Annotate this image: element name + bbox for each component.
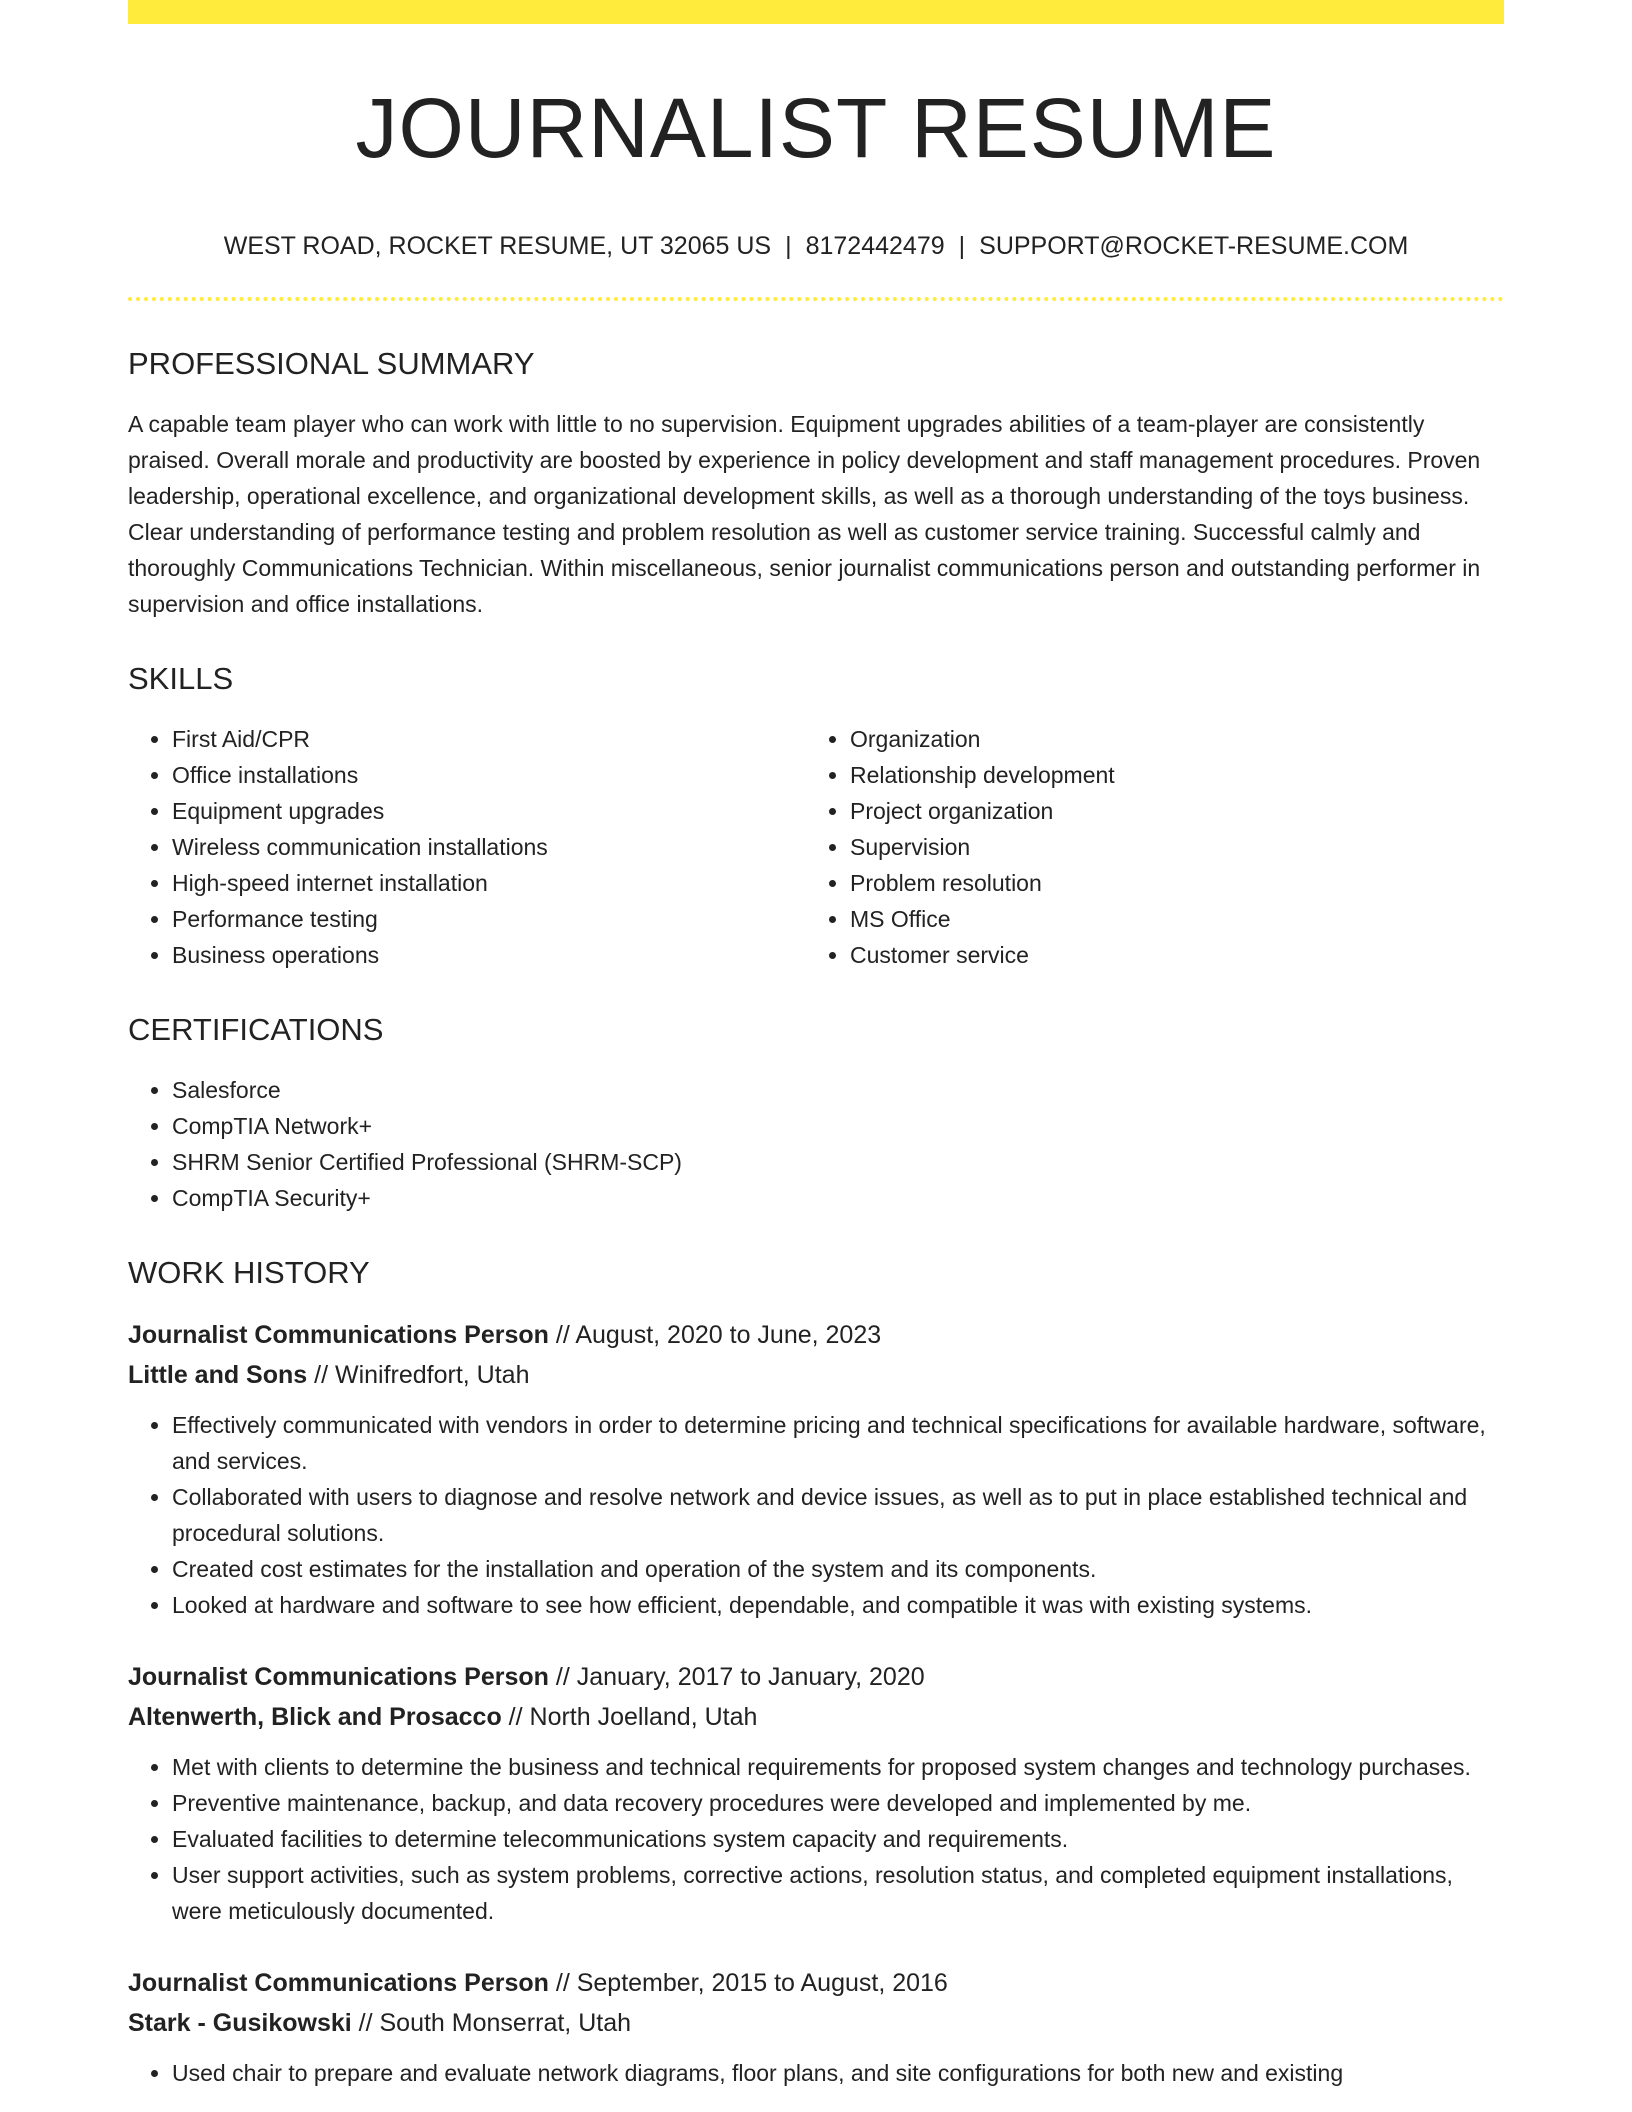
- job-dates: // January, 2017 to January, 2020: [555, 1663, 925, 1692]
- job-duties-list: [128, 1407, 1504, 1623]
- skill-item: • Organization: [850, 721, 1484, 757]
- skill-item: • Business operations: [172, 937, 806, 973]
- job-role-line: [128, 1315, 1504, 1355]
- summary-text: A capable team player who can work with little to no supervision. Equipment upgrades abilities of a team-player are consistently praised. Overall morale and productivity are boosted by experience in policy development and staff management procedures. Proven leadership, operational excellence, and organizational development skills, as well as a thorough understanding of the toys business. Clear understanding of performance testing and problem resolution as well as customer service training. Successful calmly and thoroughly Communications Technician. Within miscellaneous, senior journalist communications person and outstanding performer in supervision and office installations.: [128, 410, 1481, 617]
- skill-item: • MS Office: [850, 901, 1484, 937]
- certification-item: • Salesforce: [172, 1072, 1504, 1108]
- contact-separator: |: [785, 231, 792, 260]
- job-entry: [128, 1963, 1504, 2091]
- job-role: Journalist Communications Person: [128, 1663, 549, 1692]
- skill-item: • Equipment upgrades: [172, 793, 806, 829]
- job-duties-list: [128, 2055, 1504, 2091]
- job-duty-item: • Preventive maintenance, backup, and data recovery procedures were developed and implemented by me.: [172, 1785, 1504, 1821]
- work-history-list: [128, 1315, 1504, 2091]
- contact-separator: |: [958, 231, 966, 260]
- top-accent-bar: [128, 0, 1504, 24]
- header-divider: [128, 297, 1504, 301]
- job-company-line: [128, 2003, 1504, 2043]
- job-duty-item: • Created cost estimates for the installation and operation of the system and its components.: [172, 1551, 1504, 1587]
- contact-address: WEST ROAD, ROCKET RESUME, UT 32065 US: [223, 231, 772, 260]
- job-duty-item: • Evaluated facilities to determine telecommunications system capacity and requirements.: [172, 1821, 1504, 1857]
- resume-page: [128, 0, 1504, 2091]
- summary-heading: PROFESSIONAL SUMMARY: [128, 345, 535, 381]
- skills-list: [128, 721, 1504, 973]
- skills-column-right: [806, 721, 1484, 973]
- job-entry: [128, 1657, 1504, 1929]
- certification-item: • CompTIA Security+: [172, 1180, 1504, 1216]
- job-duty-item: • User support activities, such as system problems, corrective actions, resolution status, and completed equipment installations, were meticulously documented.: [172, 1857, 1504, 1929]
- skill-item: • Performance testing: [172, 901, 806, 937]
- skill-item: • Relationship development: [850, 757, 1484, 793]
- job-location: // South Monserrat, Utah: [358, 2009, 632, 2038]
- job-role: Journalist Communications Person: [128, 1321, 549, 1350]
- job-duty-item: • Looked at hardware and software to see how efficient, dependable, and compatible it was with existing systems.: [172, 1587, 1504, 1623]
- skill-item: • Customer service: [850, 937, 1484, 973]
- job-company-line: [128, 1697, 1504, 1737]
- job-dates: // August, 2020 to June, 2023: [555, 1321, 882, 1350]
- job-company: Altenwerth, Blick and Prosacco: [128, 1703, 502, 1732]
- job-company: Little and Sons: [128, 1361, 308, 1390]
- skill-item: • Problem resolution: [850, 865, 1484, 901]
- job-dates: // September, 2015 to August, 2016: [555, 1969, 948, 1998]
- skill-item: • Office installations: [172, 757, 806, 793]
- job-role-line: [128, 1657, 1504, 1697]
- certification-item: • SHRM Senior Certified Professional (SHRM-SCP): [172, 1144, 1504, 1180]
- job-duties-list: [128, 1749, 1504, 1929]
- skill-item: • First Aid/CPR: [172, 721, 806, 757]
- job-duty-item: • Effectively communicated with vendors in order to determine pricing and technical specifications for available hardware, software, and services.: [172, 1407, 1504, 1479]
- job-location: // Winifredfort, Utah: [314, 1361, 530, 1390]
- skill-item: • Wireless communication installations: [172, 829, 806, 865]
- work-history-heading: WORK HISTORY: [128, 1255, 370, 1291]
- contact-email: SUPPORT@ROCKET-RESUME.COM: [979, 231, 1409, 260]
- job-role: Journalist Communications Person: [128, 1969, 549, 1998]
- job-duty-item: • Collaborated with users to diagnose and resolve network and device issues, as well as to put in place established technical and procedural solutions.: [172, 1479, 1504, 1551]
- certification-item: • CompTIA Network+: [172, 1108, 1504, 1144]
- certifications-list: [128, 1072, 1504, 1216]
- job-role-line: [128, 1963, 1504, 2003]
- job-company: Stark - Gusikowski: [128, 2009, 352, 2038]
- skill-item: • Supervision: [850, 829, 1484, 865]
- skills-column-left: [128, 721, 806, 973]
- job-location: // North Joelland, Utah: [508, 1703, 758, 1732]
- job-entry: [128, 1315, 1504, 1623]
- skill-item: • Project organization: [850, 793, 1484, 829]
- contact-phone: 8172442479: [805, 231, 945, 260]
- skills-heading: SKILLS: [128, 660, 234, 696]
- resume-title: JOURNALIST RESUME: [355, 81, 1277, 175]
- skill-item: • High-speed internet installation: [172, 865, 806, 901]
- contact-line: [128, 231, 1504, 261]
- job-company-line: [128, 1355, 1504, 1395]
- certifications-heading: CERTIFICATIONS: [128, 1012, 384, 1048]
- job-duty-item: • Met with clients to determine the business and technical requirements for proposed system changes and technology purchases.: [172, 1749, 1504, 1785]
- job-duty-item: • Used chair to prepare and evaluate network diagrams, floor plans, and site configurations for both new and existing: [172, 2055, 1504, 2091]
